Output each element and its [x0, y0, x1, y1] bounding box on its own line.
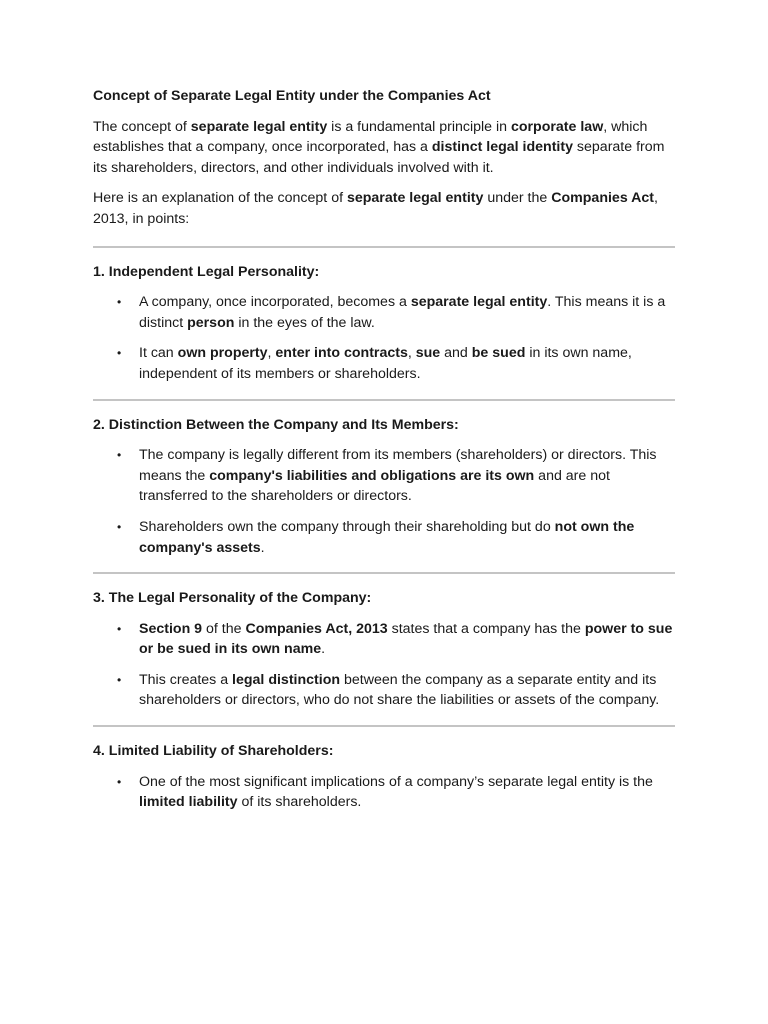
intro-paragraph	[93, 117, 675, 179]
bold-text-run: separate legal entity	[346, 190, 484, 207]
bold-text-run: not own the company's assets	[139, 518, 635, 556]
bullet-list	[93, 292, 675, 384]
text-run: A company, once incorporated, becomes a	[139, 294, 411, 311]
text-run: Shareholders own the company through their shareholding but do	[139, 518, 555, 535]
sections-container	[93, 246, 675, 827]
bullet-list	[93, 772, 675, 813]
bold-text-run: distinct legal identity	[431, 139, 573, 156]
bold-text-run: Companies Act, 2013	[245, 620, 388, 637]
section-1	[93, 248, 675, 399]
list-item	[93, 292, 675, 333]
bold-text-run: limited liability	[139, 794, 238, 811]
intro-paragraph-2	[93, 188, 675, 229]
section-4	[93, 727, 675, 827]
bold-text-run: company's liabilities and obligations are its own	[209, 467, 535, 484]
text-run: between the company as a separate entity and its shareholders or directors, who do not share the liabilities or assets of the company.	[139, 671, 660, 709]
text-run: in the eyes of the law.	[234, 314, 375, 331]
text-run: .	[321, 641, 326, 658]
text-run: of the	[202, 620, 246, 637]
section-heading: 2. Distinction Between the Company and Its Members:	[93, 416, 459, 433]
text-run: The concept of	[93, 118, 191, 135]
list-item	[93, 670, 675, 711]
text-run: This creates a	[139, 671, 233, 688]
text-run: , which establishes that a company, once incorporated, has a	[93, 118, 648, 156]
section-heading: 1. Independent Legal Personality:	[93, 263, 320, 280]
text-run: . This means it is a distinct	[139, 294, 666, 331]
section-heading: 3. The Legal Personality of the Company:	[93, 590, 372, 607]
bold-text-run: legal distinction	[232, 671, 341, 688]
text-run: One of the most significant implications of a company’s separate legal entity is the	[139, 773, 653, 790]
bullet-dot-icon: •	[117, 346, 122, 361]
text-run: Here is an explanation of the concept of	[93, 190, 347, 207]
document-content	[93, 86, 675, 827]
text-run: of its shareholders.	[237, 794, 362, 811]
list-item	[93, 343, 675, 384]
bullet-dot-icon: •	[117, 672, 122, 687]
bold-text-run: corporate law	[510, 118, 604, 135]
text-run: The company is legally different from its members (shareholders) or directors. This means the	[139, 447, 657, 484]
text-run: and	[440, 345, 472, 362]
section-3	[93, 574, 675, 725]
text-run: and are not transferred to the shareholders or directors.	[139, 467, 610, 505]
bold-text-run: power to sue or be sued in its own name	[139, 620, 673, 658]
text-run: ,	[267, 345, 276, 362]
text-run: , 2013, in points:	[93, 190, 658, 227]
list-item	[93, 517, 675, 558]
text-run: .	[260, 539, 265, 556]
bold-text-run: separate legal entity	[410, 294, 548, 311]
text-run: in its own name, independent of its members or shareholders.	[139, 345, 632, 382]
bold-text-run: enter into contracts	[275, 345, 408, 362]
text-run: It can	[139, 345, 178, 362]
bullet-dot-icon: •	[117, 295, 122, 310]
bullet-list	[93, 445, 675, 558]
text-run: under the	[483, 190, 552, 207]
bullet-dot-icon: •	[117, 448, 122, 463]
bullet-list	[93, 619, 675, 711]
section-heading: 4. Limited Liability of Shareholders:	[93, 743, 334, 760]
list-item	[93, 445, 675, 507]
list-item	[93, 772, 675, 813]
document-title: Concept of Separate Legal Entity under the Companies Act	[93, 88, 491, 104]
text-run: separate from its shareholders, directors, and other individuals involved with it.	[93, 139, 665, 176]
text-run: ,	[407, 345, 416, 362]
bold-text-run: Section 9	[139, 620, 203, 637]
bold-text-run: be sued	[471, 345, 526, 362]
section-2	[93, 401, 675, 573]
text-run: states that a company has the	[387, 620, 585, 637]
bold-text-run: own property	[177, 345, 268, 362]
bold-text-run: Companies Act	[551, 190, 654, 207]
bold-text-run: sue	[415, 345, 441, 362]
text-run: is a fundamental principle in	[327, 118, 511, 135]
list-item	[93, 619, 675, 660]
bullet-dot-icon: •	[117, 519, 122, 534]
bold-text-run: person	[187, 314, 235, 331]
bullet-dot-icon: •	[117, 774, 122, 789]
bullet-dot-icon: •	[117, 621, 122, 636]
bold-text-run: separate legal entity	[190, 118, 328, 135]
